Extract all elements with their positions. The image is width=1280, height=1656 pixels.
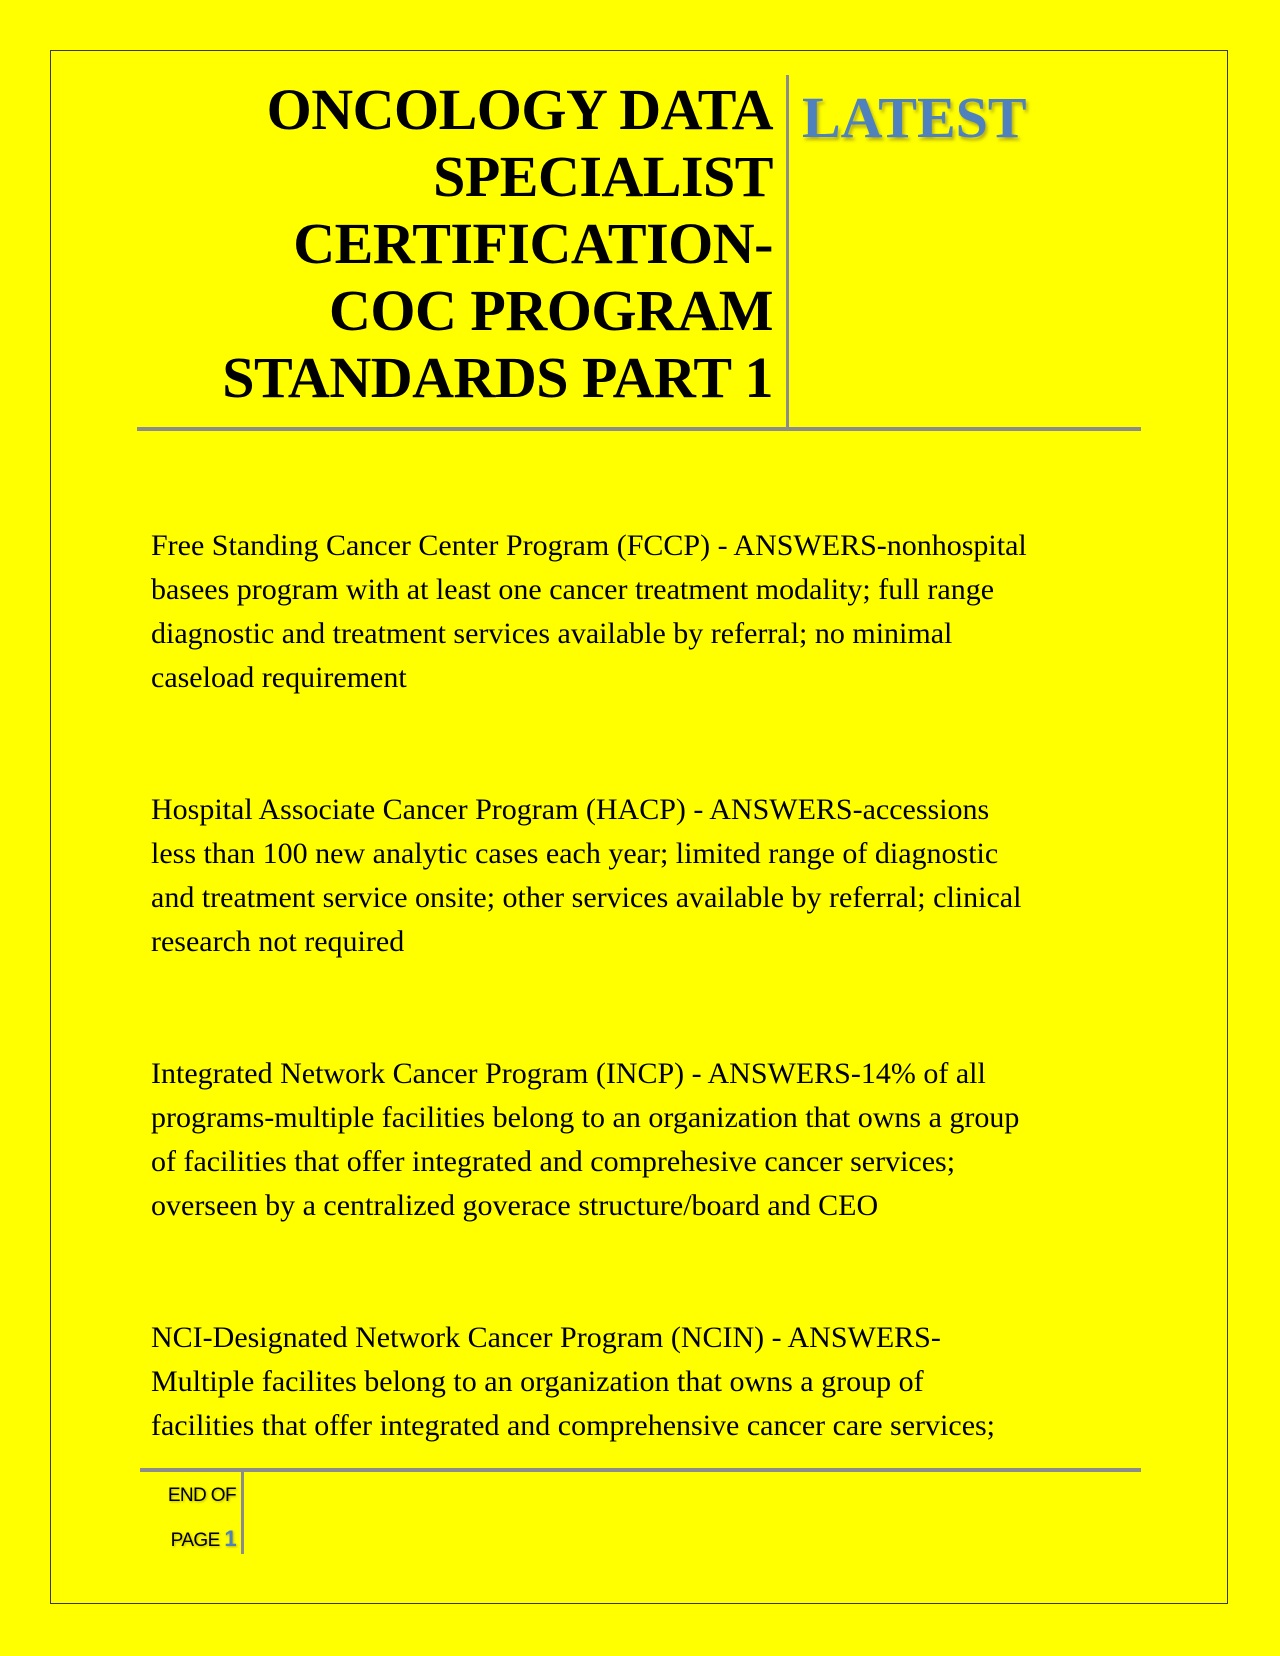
footer-vertical-divider: [241, 1468, 244, 1554]
paragraph-line: caseload requirement: [151, 661, 407, 694]
paragraph-line: Multiple facilites belong to an organization that owns a group of: [151, 1365, 924, 1398]
paragraph-line: and treatment service onsite; other services available by referral; clinical: [151, 881, 1022, 914]
title-line: ONCOLOGY DATA: [266, 77, 773, 142]
title-line: SPECIALIST: [433, 144, 773, 209]
paragraph-fccp: [151, 524, 1141, 700]
paragraph-line: programs-multiple facilities belong to an organization that owns a group: [151, 1101, 1020, 1134]
paragraph-hacp: [151, 788, 1141, 964]
paragraph-line: less than 100 new analytic cases each year; limited range of diagnostic: [151, 837, 999, 870]
paragraph-line: NCI-Designated Network Cancer Program (NCIN) - ANSWERS-: [151, 1321, 941, 1354]
paragraph-line: Hospital Associate Cancer Program (HACP) - ANSWERS-accessions: [151, 793, 990, 826]
paragraph-line: of facilities that offer integrated and comprehesive cancer services;: [151, 1145, 956, 1178]
paragraph-line: diagnostic and treatment services available by referral; no minimal: [151, 617, 953, 650]
footer-page-word: PAGE: [170, 1530, 220, 1551]
page-number: 1: [224, 1526, 236, 1551]
header-horizontal-divider: [137, 427, 1141, 431]
header-vertical-divider: [786, 75, 789, 429]
title-line: COC PROGRAM: [329, 278, 773, 343]
paragraph-line: Integrated Network Cancer Program (INCP) - ANSWERS-14% of all: [151, 1057, 986, 1090]
paragraph-line: Free Standing Cancer Center Program (FCCP) - ANSWERS-nonhospital: [151, 529, 1027, 562]
paragraph-line: overseen by a centralized goverace structure/board and CEO: [151, 1189, 879, 1222]
page-footer: [140, 1474, 236, 1562]
document-title: [137, 76, 773, 411]
footer-page-label: [140, 1517, 236, 1562]
title-line: CERTIFICATION-: [293, 211, 773, 276]
paragraph-line: basees program with at least one cancer treatment modality; full range: [151, 573, 995, 606]
footer-end-of: END OF: [167, 1485, 236, 1506]
paragraph-line: research not required: [151, 925, 405, 958]
paragraph-incp: [151, 1052, 1141, 1228]
title-line: STANDARDS PART 1: [222, 345, 773, 410]
latest-badge: LATEST: [802, 85, 1027, 150]
paragraph-ncin: [151, 1316, 1141, 1448]
document-body: [151, 524, 1141, 1448]
paragraph-line: facilities that offer integrated and comprehensive cancer care services;: [151, 1409, 996, 1442]
footer-horizontal-divider: [140, 1468, 1141, 1472]
